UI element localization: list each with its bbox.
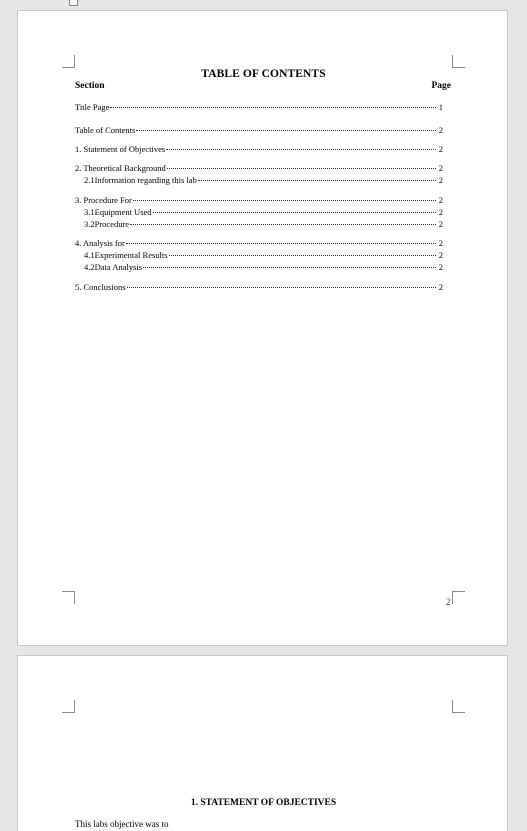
toc-entry-page: 2 bbox=[438, 175, 443, 185]
toc-entry-page: 2 bbox=[438, 238, 443, 248]
toc-entry-experimental-results[interactable] bbox=[84, 250, 443, 261]
toc-entry-analysis-for[interactable] bbox=[75, 238, 443, 249]
toc-leader-dots bbox=[167, 167, 436, 169]
toc-entry-text: 2. Theoretical Background bbox=[75, 163, 166, 173]
toc-page-header: Page bbox=[431, 81, 451, 91]
toc-section-header: Section bbox=[75, 81, 105, 91]
margin-mark-bottom-left bbox=[62, 591, 75, 604]
toc-entry-procedure-for[interactable] bbox=[75, 195, 443, 206]
toc-leader-dots bbox=[136, 129, 436, 131]
toc-entry-title-page[interactable] bbox=[75, 102, 443, 113]
toc-leader-dots bbox=[166, 148, 436, 150]
toc-leader-dots bbox=[130, 223, 436, 225]
margin-mark-bottom-right bbox=[452, 591, 465, 604]
toc-leader-dots bbox=[127, 286, 436, 288]
toc-entry-page: 2 bbox=[438, 207, 443, 217]
toc-entry-page: 1 bbox=[438, 102, 443, 112]
toc-entry-procedure[interactable] bbox=[84, 219, 443, 230]
toc-entry-equipment-used[interactable] bbox=[84, 207, 443, 218]
toc-entry-text: 3.1Equipment Used bbox=[84, 207, 152, 217]
toc-entry-text: 4.2Data Analysis bbox=[84, 262, 143, 272]
toc-leader-dots bbox=[169, 254, 436, 256]
toc-leader-dots bbox=[198, 179, 436, 181]
toc-entry-data-analysis[interactable] bbox=[84, 262, 443, 273]
toc-leader-dots bbox=[143, 266, 436, 268]
toc-entry-page: 2 bbox=[438, 163, 443, 173]
margin-mark-top-right bbox=[452, 700, 465, 713]
toc-leader-dots bbox=[126, 242, 436, 244]
toc-entry-page: 2 bbox=[438, 125, 443, 135]
margin-mark-top-right bbox=[452, 55, 465, 68]
toc-title: TABLE OF CONTENTS bbox=[201, 68, 326, 80]
previous-page-edge bbox=[69, 0, 78, 6]
toc-entry-text: 2.1Information regarding this lab bbox=[84, 175, 197, 185]
toc-entry-page: 2 bbox=[438, 262, 443, 272]
document-page-objectives[interactable] bbox=[17, 655, 508, 831]
margin-mark-top-left bbox=[62, 55, 75, 68]
document-page-toc[interactable] bbox=[17, 10, 508, 646]
toc-entry-table-of-contents[interactable] bbox=[75, 125, 443, 136]
toc-leader-dots bbox=[133, 199, 436, 201]
toc-entry-conclusions[interactable] bbox=[75, 282, 443, 293]
toc-entry-text: 1. Statement of Objectives bbox=[75, 144, 166, 154]
toc-entry-text: 5. Conclusions bbox=[75, 282, 126, 292]
toc-entry-text: Title Page bbox=[75, 102, 110, 112]
body-paragraph[interactable]: This labs objective was to bbox=[75, 819, 169, 829]
toc-entry-page: 2 bbox=[438, 219, 443, 229]
toc-entry-information-regarding-lab[interactable] bbox=[84, 175, 443, 186]
toc-entry-page: 2 bbox=[438, 282, 443, 292]
toc-leader-dots bbox=[153, 211, 436, 213]
toc-leader-dots bbox=[110, 106, 436, 108]
toc-entry-text: 4. Analysis for bbox=[75, 238, 125, 248]
margin-mark-top-left bbox=[62, 700, 75, 713]
toc-entry-text: 3. Procedure For bbox=[75, 195, 132, 205]
section-heading: 1. STATEMENT OF OBJECTIVES bbox=[190, 798, 337, 808]
toc-entry-theoretical-background[interactable] bbox=[75, 163, 443, 174]
toc-entry-text: 4.1Experimental Results bbox=[84, 250, 168, 260]
page-number: 2 bbox=[446, 597, 451, 607]
toc-entry-page: 2 bbox=[438, 144, 443, 154]
toc-entry-page: 2 bbox=[438, 250, 443, 260]
toc-entry-statement-of-objectives[interactable] bbox=[75, 144, 443, 155]
toc-entry-page: 2 bbox=[438, 195, 443, 205]
toc-entry-text: Table of Contents bbox=[75, 125, 136, 135]
toc-entry-text: 3.2Procedure bbox=[84, 219, 130, 229]
